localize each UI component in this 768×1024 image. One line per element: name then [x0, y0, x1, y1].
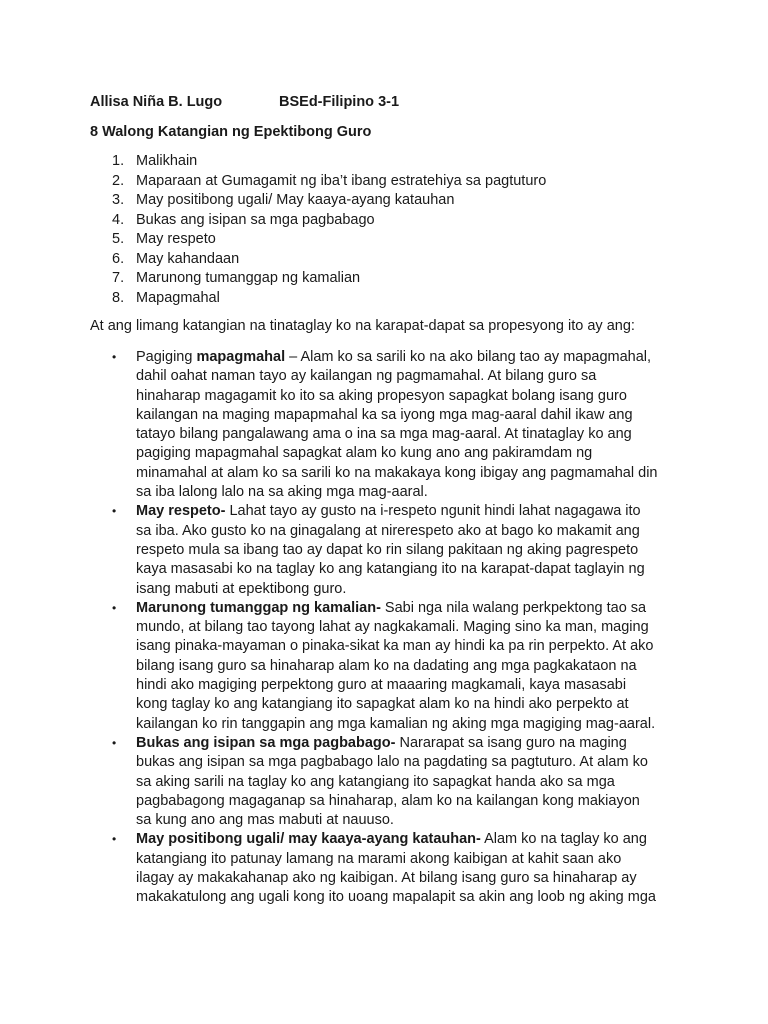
- list-number: 3.: [112, 192, 125, 208]
- paragraph-line: sa iba lalong lalo na sa aking mga mag-aaral.: [136, 484, 428, 501]
- list-item: [90, 230, 546, 250]
- intro-paragraph: At ang limang katangian na tinataglay ko na karapat-dapat sa propesyong ito ay ang:: [90, 318, 635, 334]
- list-item-text: Bukas ang isipan sa mga pagbabago: [136, 211, 375, 228]
- paragraph-line: tatayo bilang pangalawang ama o ina sa mga mag-aaral. At tinataglay ko ang: [136, 426, 632, 443]
- bullet-icon: •: [112, 504, 117, 519]
- paragraph-line: isang pinaka-mayaman o pinaka-sikat ka man ay hindi ka pa rin perpekto. At ako: [136, 638, 654, 655]
- list-number: 7.: [112, 270, 125, 286]
- bullet-paragraph: [90, 599, 690, 734]
- document-header: [90, 94, 690, 110]
- paragraph-line: sa iba. Ako gusto ko na ginagalang at nirerespeto ako at bago ko makamit ang: [136, 522, 640, 539]
- list-item: [90, 152, 546, 172]
- paragraph-line: sa kung ano ang mas mabuti at nauuso.: [136, 812, 394, 829]
- bullet-icon: •: [112, 350, 117, 364]
- details-list: [90, 348, 690, 908]
- paragraph-line: bilang isang guro sa hinaharap alam ko na dadating ang mga pagkakataon na: [136, 657, 637, 674]
- trait-heading: Marunong tumanggap ng kamalian-: [136, 599, 381, 616]
- line-text: Pagiging: [136, 349, 197, 365]
- list-item-text: May kahandaan: [136, 250, 240, 267]
- list-number: 1.: [112, 153, 125, 169]
- paragraph-line: pagbabagong magaganap sa hinaharap, alam ko na kailangan kong makiayon: [136, 792, 640, 809]
- paragraph-line: [136, 830, 690, 849]
- paragraph-line: bukas ang isipan sa mga pagbabago lalo na pagdating sa pagtuturo. At alam ko: [136, 754, 648, 771]
- line-text: – Alam ko sa sarili ko na ako bilang tao ay mapagmahal,: [285, 349, 652, 365]
- list-number: 2.: [112, 172, 125, 189]
- list-item: [90, 211, 546, 231]
- paragraph-line: [136, 734, 690, 753]
- list-item-text: Mapagmahal: [136, 289, 220, 306]
- line-text: Sabi nga nila walang perkpektong tao sa: [380, 599, 647, 616]
- bullet-paragraph: [90, 830, 690, 907]
- trait-heading: Bukas ang isipan sa mga pagbabago-: [136, 734, 396, 751]
- trait-heading: May respeto-: [136, 503, 226, 520]
- paragraph-line: dahil oahat naman tayo ay kailangan ng pagmamahal. At bilang guro sa: [136, 368, 597, 385]
- paragraph-line: kong taglay ko ang katangiang ito sapagkat alam ko na hindi ako perpekto at: [136, 696, 629, 713]
- list-number: 8.: [112, 289, 125, 306]
- list-item-text: Maparaan at Gumagamit ng iba’t ibang estratehiya sa pagtuturo: [136, 172, 547, 189]
- trait-heading: mapagmahal: [196, 349, 286, 365]
- document-title: 8 Walong Katangian ng Epektibong Guro: [90, 124, 372, 140]
- paragraph-line: [136, 348, 690, 367]
- paragraph-line: kailangan ko rin tanggapin ang mga kamalian ng aking mga magiging mag-aaral.: [136, 715, 656, 732]
- paragraph-line: makakatulong ang ugali kong ito uoang mapalapit sa akin ang loob ng aking mga: [136, 889, 656, 906]
- bullet-icon: •: [112, 735, 117, 750]
- list-number: 4.: [112, 211, 125, 228]
- trait-heading: May positibong ugali/ may kaaya-ayang katauhan-: [136, 831, 481, 848]
- traits-list: [90, 152, 546, 308]
- list-item: [90, 269, 546, 289]
- bullet-paragraph: [90, 348, 690, 502]
- list-number: 5.: [112, 231, 125, 247]
- paragraph-line: mundo, at bilang tao tayong lahat ay nagkakamali. Maging sino ka man, maging: [136, 619, 649, 636]
- author-name: Allisa Niña B. Lugo: [90, 94, 223, 110]
- line-text: Lahat tayo ay gusto na i-respeto ngunit hindi lahat nagagawa ito: [225, 503, 641, 520]
- bullet-icon: •: [112, 600, 117, 615]
- list-item-text: May positibong ugali/ May kaaya-ayang katauhan: [136, 192, 455, 208]
- list-number: 6.: [112, 250, 125, 267]
- bullet-paragraph: [90, 502, 690, 598]
- list-item-text: Malikhain: [136, 153, 198, 169]
- line-text: Nararapat sa isang guro na maging: [395, 734, 627, 751]
- list-item: [90, 191, 546, 211]
- paragraph-line: respeto mula sa ibang tao ay dapat ko rin silang pakitaan ng aking pagrespeto: [136, 541, 639, 558]
- paragraph-line: kailangan na maging mapapmahal ka sa iyong mga mag-aaral dahil ikaw ang: [136, 406, 633, 423]
- list-item-text: Marunong tumanggap ng kamalian: [136, 270, 361, 286]
- paragraph-line: sa aking sarili na taglay ko ang katangiang ito sapagkat handa ako sa mga: [136, 773, 615, 790]
- bullet-paragraph: [90, 734, 690, 830]
- line-text: Alam ko na taglay ko ang: [480, 831, 647, 848]
- paragraph-line: pagiging mapagmahal sapagkat alam ko kung ano ang pakiramdam ng: [136, 445, 593, 462]
- list-item-text: May respeto: [136, 231, 216, 247]
- paragraph-line: ilagay ay makakahanap ako ng kaibigan. At bilang isang guro sa hinaharap ay: [136, 870, 637, 887]
- paragraph-line: katangiang ito patunay lamang na marami akong kaibigan at kahit saan ako: [136, 850, 622, 867]
- list-item: [90, 172, 546, 192]
- paragraph-line: [136, 502, 690, 521]
- bullet-icon: •: [112, 832, 117, 847]
- paragraph-line: hindi ako magiging perpektong guro at maaaring magkamali, kaya masasabi: [136, 677, 627, 694]
- paragraph-line: hinaharap magagamit ko ito sa aking propesyon sapagkat bolang isang guro: [136, 387, 627, 404]
- paragraph-line: kaya masasabi ko na taglay ko ang katangiang ito na karapat-dapat taglayin ng: [136, 561, 645, 578]
- course-section: BSEd-Filipino 3-1: [279, 94, 400, 110]
- paragraph-line: minamahal at alam ko sa sarili ko na makakaya kong ibigay ang pagmamahal din: [136, 464, 658, 481]
- paragraph-line: isang mabuti at epektibong guro.: [136, 580, 347, 597]
- paragraph-line: [136, 599, 690, 618]
- list-item: [90, 250, 546, 270]
- list-item: [90, 289, 546, 309]
